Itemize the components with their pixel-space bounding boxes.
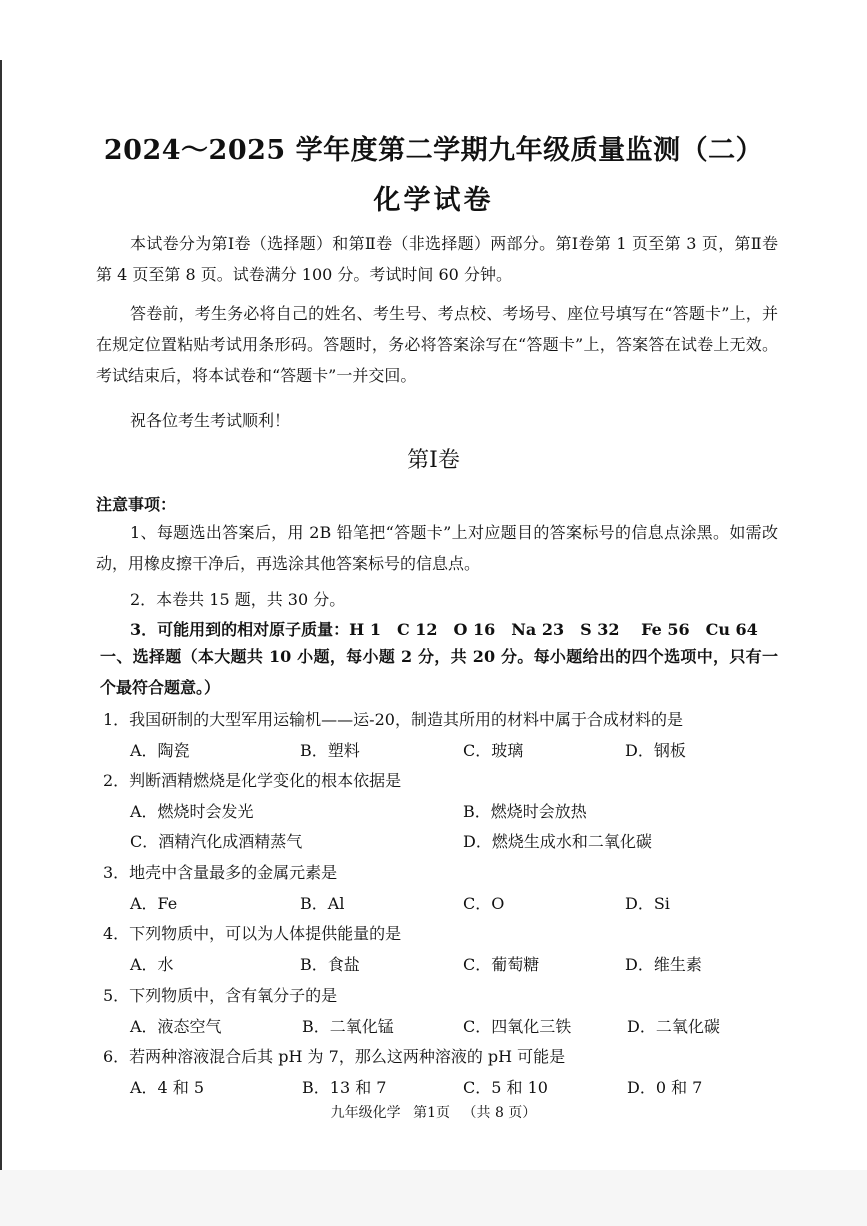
scan-edge-line <box>0 60 2 1170</box>
question-6-option-d: D．0 和 7 <box>627 1078 703 1097</box>
question-3-option-c: C．O <box>463 894 505 913</box>
intro-paragraph-1: 本试卷分为第Ⅰ卷（选择题）和第Ⅱ卷（非选择题）两部分。第Ⅰ卷第 1 页至第 3 页，第Ⅱ卷第 4 页至第 8 页。试卷满分 100 分。考试时间 60 分钟。 <box>96 234 778 284</box>
question-3-stem: 3．地壳中含量最多的金属元素是 <box>103 863 338 882</box>
exam-subtitle: 化学试卷 <box>373 185 494 216</box>
part1-heading: 一、选择题（本大题共 10 小题，每小题 2 分，共 20 分。每小题给出的四个选项中，只有一个最符合题意。） <box>100 647 778 697</box>
question-4-option-c: C．葡萄糖 <box>463 955 540 974</box>
notice-item-1: 1、每题选出答案后，用 2B 铅笔把“答题卡”上对应题目的答案标号的信息点涂黑。如需改动，用橡皮擦干净后，再选涂其他答案标号的信息点。 <box>96 523 778 573</box>
question-3-option-a: A．Fe <box>130 894 178 913</box>
question-5-option-c: C．四氧化三铁 <box>463 1017 572 1036</box>
notice-item-3: 3．可能用到的相对原子质量：H 1 C 12 O 16 Na 23 S 32 Fe 56 Cu 64 <box>130 620 758 639</box>
question-2-option-a: A．燃烧时会发光 <box>130 802 254 821</box>
question-4-option-b: B．食盐 <box>300 955 360 974</box>
question-2-stem: 2．判断酒精燃烧是化学变化的根本依据是 <box>103 771 402 790</box>
section-title: 第Ⅰ卷 <box>407 448 460 473</box>
question-6-option-c: C．5 和 10 <box>463 1078 548 1097</box>
question-5-option-d: D．二氧化碳 <box>627 1017 720 1036</box>
footer-page-number: 第1页 <box>413 1105 451 1121</box>
footer-total-pages: （共 8 页） <box>462 1105 537 1121</box>
notice-heading: 注意事项： <box>96 495 177 514</box>
intro-paragraph-2: 答卷前，考生务必将自己的姓名、考生号、考点校、考场号、座位号填写在“答题卡”上，并在规定位置粘贴考试用条形码。答题时，务必将答案涂写在“答题卡”上，答案答在试卷上无效。考试结束后，将本试卷和“答题卡”一并交回。 <box>96 304 778 385</box>
question-4-option-a: A．水 <box>130 955 174 974</box>
page-footer <box>0 1102 867 1122</box>
question-5-option-a: A．液态空气 <box>130 1017 222 1036</box>
question-4-option-d: D．维生素 <box>625 955 702 974</box>
question-3-option-d: D．Si <box>625 894 670 913</box>
question-1-option-d: D．钢板 <box>625 741 686 760</box>
question-3-option-b: B．Al <box>300 894 345 913</box>
question-6-option-a: A．4 和 5 <box>130 1078 205 1097</box>
question-6-stem: 6．若两种溶液混合后其 pH 为 7，那么这两种溶液的 pH 可能是 <box>103 1047 566 1066</box>
footer-subject: 九年级化学 <box>330 1105 401 1121</box>
question-1-option-b: B．塑料 <box>300 741 360 760</box>
question-1-option-c: C．玻璃 <box>463 741 524 760</box>
exam-title: 2024～2025 学年度第二学期九年级质量监测（二） <box>103 135 764 166</box>
question-2-option-d: D．燃烧生成水和二氧化碳 <box>463 832 652 851</box>
question-1-stem: 1．我国研制的大型军用运输机——运-20，制造其所用的材料中属于合成材料的是 <box>103 710 683 729</box>
intro-paragraph-3: 祝各位考生考试顺利！ <box>130 411 291 430</box>
question-5-stem: 5．下列物质中，含有氧分子的是 <box>103 986 338 1005</box>
question-2-option-b: B．燃烧时会放热 <box>463 802 587 821</box>
question-5-option-b: B．二氧化锰 <box>302 1017 394 1036</box>
question-6-option-b: B．13 和 7 <box>302 1078 387 1097</box>
question-2-option-c: C．酒精汽化成酒精蒸气 <box>130 832 303 851</box>
question-4-stem: 4．下列物质中，可以为人体提供能量的是 <box>103 924 402 943</box>
question-1-option-a: A．陶瓷 <box>130 741 190 760</box>
notice-item-2: 2．本卷共 15 题，共 30 分。 <box>130 590 346 609</box>
